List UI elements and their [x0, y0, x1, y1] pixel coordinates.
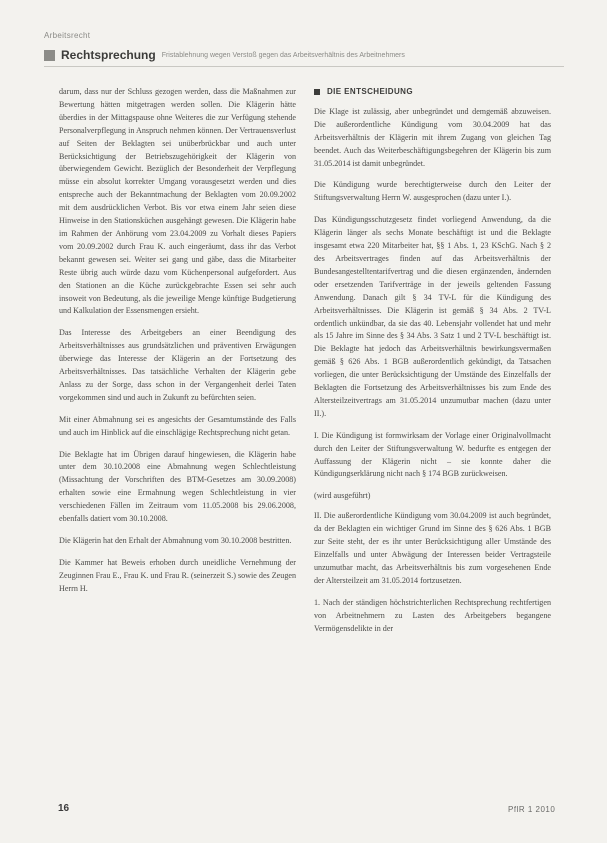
paragraph: 1. Nach der ständigen höchstrichterlichen Rechtsprechung rechtfertigen von Arbeitnehmern zu Lasten des Arbeitgebers begangene Vermögensdelikte in der	[314, 597, 551, 633]
header-divider	[44, 66, 564, 67]
paragraph: Die Kammer hat Beweis erhoben durch uneidliche Vernehmung der Zeuginnen Frau E., Frau K. und Frau R. (seinerzeit S.) sowie des Zeugen Herrn H.	[59, 557, 296, 593]
paragraph: I. Die Kündigung ist formwirksam der Vorlage einer Originalvollmacht durch den Leiter der Stiftungsverwaltung W. bedurfte es entgegen der Auffassung der Klägerin nicht – sie konnte daher die Kündigungserklärung nicht nach § 174 BGB zurückweisen.	[314, 430, 551, 479]
page-title: Rechtsprechung	[61, 48, 156, 62]
paragraph: Die Klage ist zulässig, aber unbegründet und demgemäß abzuweisen. Die außerordentliche Kündigung vom 30.04.2009 hat das Arbeitsverhältnis der Klägerin mit ihrem Zugang von gleichen Tag beendet. Auch das Weiterbeschäftigungsbegehren der Klägerin bis zum 31.05.2014 ist damit unbegründet.	[314, 106, 551, 168]
section-heading-label: DIE ENTSCHEIDUNG	[327, 87, 413, 96]
paragraph: Die Kündigung wurde berechtigterweise durch den Leiter der Stiftungsverwaltung Herrn W. ausgesprochen (dazu unter I.).	[314, 180, 551, 203]
paragraph: II. Die außerordentliche Kündigung vom 30.04.2009 ist auch begründet, da der Beklagten ein wichtiger Grund im Sinne des § 626 Abs. 1 BGB zur Seite steht, der es ihr unter Berücksichtigung aller Umstände des Einzelfalls und unter Abwägung der Interessen beider Vertragsteile unzumutbar macht, das Arbeitsverhältnis bis zum vorgesehenen Ende der Altersteilzeit am 31.05.2014 fortzusetzen.	[314, 511, 551, 585]
paragraph: (wird ausgeführt)	[314, 491, 371, 501]
paragraph: Das Interesse des Arbeitgebers an einer Beendigung des Arbeitsverhältnisses aus grundsätzlichen und präventiven Erwägungen überwiege das Interesse der Klägerin an der Fortsetzung des Arbeitsverhältnisses. Das tatsächliche Verhalten der Klägerin gebe Anlass zu der Sorge, dass schon in der Vergangenheit derlei Taten vorgekommen sind und auch in Zukunft zu befürchten seien.	[59, 328, 296, 402]
journal-reference: PflR 1 2010	[508, 805, 556, 814]
right-column	[314, 86, 551, 644]
page-number: 16	[58, 803, 70, 814]
left-column	[59, 86, 296, 605]
paragraph: Die Beklagte hat im Übrigen darauf hingewiesen, die Klägerin habe unter dem 30.10.2008 eine Abmahnung wegen Schlechtleistung (Missachtung der Vorschriften des BTM-Gesetzes am 30.09.2008) erhalten sowie eine Ermahnung wegen Schlechtleistung in vier verschiedenen Fällen im Zeitraum vom 11.05.2008 bis 29.06.2008, ebenfalls datiert vom 30.10.2008.	[59, 449, 296, 524]
paragraph: Mit einer Abmahnung sei es angesichts der Gesamtumstände des Falls und auch im Hinblick auf die einschlägige Rechtsprechung nicht getan.	[59, 414, 296, 437]
page-subtitle: Fristablehnung wegen Verstoß gegen das Arbeitsverhältnis des Arbeitnehmers	[161, 51, 405, 59]
paragraph: darum, dass nur der Schluss gezogen werden, dass die Maßnahmen zur Bewertung hätten mitgetragen werden sollen. Die Klägerin hätte überdies in der Mittagspause ohne Weiteres die zur Verfügung stehende Personalverpflegung in Anspruch nehmen können. Der Vertrauensverlust auf Seiten der Beklagten sei unüberbrückbar und auch unter Berücksichtigung der Betriebszugehörigkeit der Klägerin von überwiegendem Gewicht. Bezüglich der Besonderheit der Verpflegung müsse ein absolut korrekter Umgang vorausgesetzt werden und dies entspreche auch der Bekanntmachung der Beklagten vom 20.09.2002 mit dem ausdrücklichen Verbot. Bis vor etwa einem Jahr seien diese Hinweise in den Stationsküchen ausgehängt gewesen. Die Klägerin habe im Rahmen der Anhörung vom 23.04.2009 zu Vorhalt dieses Papiers vom 20.09.2002 durch Frau K. auch eingeräumt, dass ihr das Verbot bekannt gewesen sei. Weiter sei gang und gäbe, dass die Mitarbeiter Reste übrig auch würde dazu vom Küchenpersonal aufgefordert. Aus den Stationen an die Küche zurückgebrachte Essen sei sehr auch insoweit von Bedeutung, als die jeweilige Menge künftige Budgetierung und Kalkulation der Essensmengen ersieht.	[59, 87, 296, 316]
square-bullet-icon	[314, 89, 320, 95]
paragraph: Das Kündigungsschutzgesetz findet vorliegend Anwendung, da die Klägerin länger als sechs Monate beschäftigt ist und die Beklagte insgesamt etwa 220 Mitarbeiter hat, §§ 1 Abs. 1, 23 KSchG. Nach § 2 des Arbeitsvertrages finden auf das Arbeitsverhältnis der Bundesangestelltentarifvertrag und die diesen ergänzenden, ändernden oder ersetzenden Tarifverträge in der jeweils geltenden Fassung Anwendung. Danach gilt § 34 TV-L für die Kündigung des Arbeitsverhältnisses. Die Klägerin ist gemäß § 34 Abs. 2 TV-L ordentlich unkündbar, da sie das 40. Lebensjahr vollendet hat und mehr als 15 Jahre im Sinne des § 34 Abs. 3 Satz 1 und 2 TV-L beschäftigt ist. Die Beklagte hat jedoch das Arbeitsverhältnis bewirkungsvermaßen gemäß § 626 Abs. 1 BGB außerordentlich gekündigt, da Tatsachen vorliegen, die unter Berücksichtigung der Umstände des Einzelfalls der Beklagten die Fortsetzung des Arbeitsverhältnisses bis zum Ende des Altersteilzeitvertrags am 31.05.2014 unzumutbar machen (dazu unter II.).	[314, 215, 551, 418]
header-marker-icon	[44, 50, 55, 61]
section-tag: Arbeitsrecht	[44, 31, 91, 40]
page-header	[44, 46, 564, 64]
section-heading	[314, 86, 551, 99]
paragraph: Die Klägerin hat den Erhalt der Abmahnung vom 30.10.2008 bestritten.	[59, 536, 292, 545]
